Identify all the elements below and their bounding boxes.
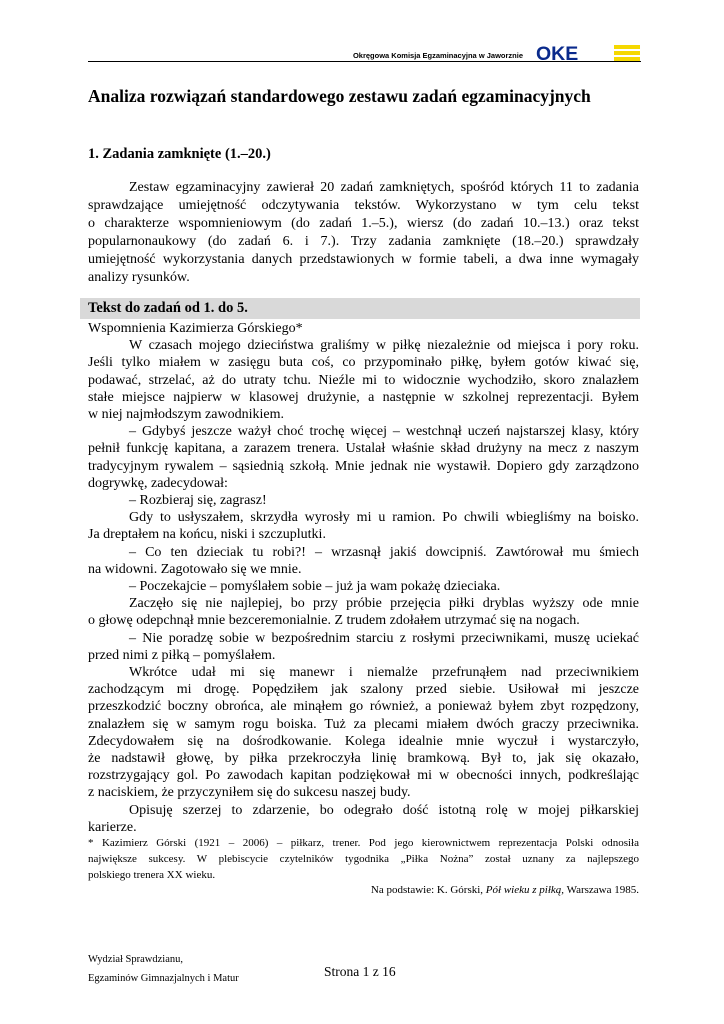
story-line: – Co ten dzieciak tu robi?! – wrzasnął jakiś dowcipniś. Zawtórował mu śmiech	[129, 544, 639, 560]
story-line: Gdy to usłyszałem, skrzydła wyrosły mi u ramion. Po chwili wbiegliśmy na boisko.	[129, 510, 639, 526]
story-line: – Gdybyś jeszcze ważył choć trochę więcej – westchnął uczeń najstarszej klasy, który	[129, 424, 639, 440]
story-line: Ja dreptałem na końcu, niski i szczuplutki.	[88, 527, 326, 543]
story-line: że nadstawił głowę, by piłka przekroczyła linię bramkową. Był to, jak się okazało,	[88, 751, 639, 767]
story-line: Jeśli tylko miałem w zasięgu buta coś, co przypominało piłkę, byłem gotów kiwać się,	[88, 355, 639, 371]
footer-line: Wydział Sprawdzianu,	[88, 954, 184, 965]
story-line: Zaczęło się nie najlepiej, bo przy próbie przejęcia piłki dryblas wyższy ode mnie	[129, 596, 639, 612]
intro-line: o charakterze wspomnieniowym (do zadań 1.–5.), wiersz (do zadań 10.–13.) oraz tekst	[88, 215, 639, 231]
source-prefix: Na podstawie: K. Górski,	[370, 884, 484, 897]
text-block-heading	[80, 298, 640, 319]
intro-line: popularnonaukowy (do zadań 6. i 7.). Trzy zadania zamknięte (18.–20.) sprawdzały	[88, 233, 639, 249]
story-line: pełnił funkcję kapitana, a zarazem trenera. Ustalał właśnie skład drużyny na mecz z naszym	[88, 441, 639, 457]
story-line: – Nie poradzę sobie w bezpośrednim starciu z rosłymi przeciwnikami, muszę uciekać	[129, 630, 639, 646]
story-line: znalazłem się w samym rogu boiska. Tuż za plecami miałem dwóch graczy przeciwnika.	[88, 716, 639, 732]
story-line: rozstrzygający gol. Po zawodach kapitan podziękował mi w obecności innych, podkreślając	[88, 768, 639, 784]
story-subtitle: Wspomnienia Kazimierza Górskiego*	[88, 321, 303, 336]
oke-logo	[536, 44, 640, 61]
story-text	[88, 320, 639, 836]
story-line: Zdecydowałem się na dośrodkowanie. Kolega idealnie mnie wyczuł i wystarczyło,	[88, 733, 639, 749]
story-line: na widowni. Zagotowało się we mnie.	[88, 561, 302, 577]
story-line: przed nimi z piłką – pomyślałem.	[88, 647, 276, 663]
story-line: o głowę odepchnął mnie bezceremonialnie. Z trudem zdołałem utrzymać się na nogach.	[88, 613, 580, 629]
intro-line: sprawdzające umiejętność odczytywania tekstów. Wykorzystano w tym celu tekst	[88, 197, 639, 213]
source-suffix: Warszawa 1985.	[566, 884, 639, 897]
section-heading: 1. Zadania zamknięte (1.–20.)	[88, 146, 271, 162]
intro-line: Zestaw egzaminacyjny zawierał 20 zadań zamkniętych, spośród których 11 to zadania	[129, 180, 639, 195]
story-line: stałe miejsce najpierw w klasowej drużynie, a następnie w szkolnej reprezentacji. Byłem	[88, 389, 639, 405]
story-line: – Poczekajcie – pomyślałem sobie – już ja wam pokażę dzieciaka.	[129, 579, 501, 595]
oke-logo-bars	[614, 45, 640, 61]
footnote-source	[88, 883, 639, 899]
footnote-line: polskiego trenera XX wieku.	[88, 868, 216, 881]
institution-name: Okręgowa Komisja Egzaminacyjna w Jaworznie	[352, 51, 523, 60]
footer-department	[88, 950, 239, 988]
story-line: zachodzącym mi drogę. Popędziłem jak szalony przed siebie. Usiłował mi jeszcze	[88, 682, 639, 698]
header-rule	[88, 61, 641, 62]
intro-paragraph	[88, 179, 639, 286]
story-line: w niej najmłodszym zawodnikiem.	[88, 407, 284, 423]
story-line: przeszkodzić boczny obrońca, ale minąłem go również, a ponieważ byłem zbyt rozpędzony,	[88, 699, 639, 715]
footnote-line: największe sukcesy. W plebiscycie czytelników tygodnika „Piłka Nożna” został uznany za najlepszego	[88, 852, 639, 865]
text-block-heading-label: Tekst do zadań od 1. do 5.	[88, 300, 248, 316]
intro-line: umiejętność wykorzystania danych przedstawionych w formie tabeli, a dwa inne wymagały	[88, 251, 639, 267]
story-line: z naciskiem, że przyczyniłem się do sukcesu naszej budy.	[88, 785, 411, 801]
story-line: dogrywkę, zadecydował:	[88, 475, 228, 491]
page-number: Strona 1 z 16	[324, 964, 396, 979]
footnote-line: * Kazimierz Górski (1921 – 2006) – piłkarz, trener. Pod jego kierownictwem reprezentacja Polski odnosiła	[88, 837, 639, 849]
story-line: podawać, strzelać, aż do utraty tchu. Nieźle mi to widocznie wychodziło, skoro znalazłem	[88, 372, 639, 388]
page-title: Analiza rozwiązań standardowego zestawu zadań egzaminacyjnych	[88, 86, 591, 106]
story-line: W czasach mojego dzieciństwa graliśmy w piłkę niezależnie od miejsca i pory roku.	[129, 338, 639, 354]
footnote	[88, 836, 639, 899]
story-line: Wkrótce udał mi się manewr i niemalże przefrunąłem nad przeciwnikiem	[129, 665, 639, 681]
story-line: karierze.	[88, 819, 137, 835]
story-line: tradycyjnym rywalem – sąsiednią szkołą. Mnie jednak nie wystawił. Dopiero gdy zarządzono	[88, 458, 639, 474]
oke-logo-text: OKE	[536, 44, 579, 61]
intro-line: analizy rysunków.	[88, 269, 190, 285]
source-title: Pół wieku z piłką,	[485, 884, 565, 897]
story-line: – Rozbieraj się, zagrasz!	[129, 493, 267, 509]
footer-line: Egzaminów Gimnazjalnych i Matur	[88, 973, 239, 984]
story-line: Opisuję szerzej to zdarzenie, bo odegrało dość istotną rolę w mojej piłkarskiej	[129, 802, 639, 818]
